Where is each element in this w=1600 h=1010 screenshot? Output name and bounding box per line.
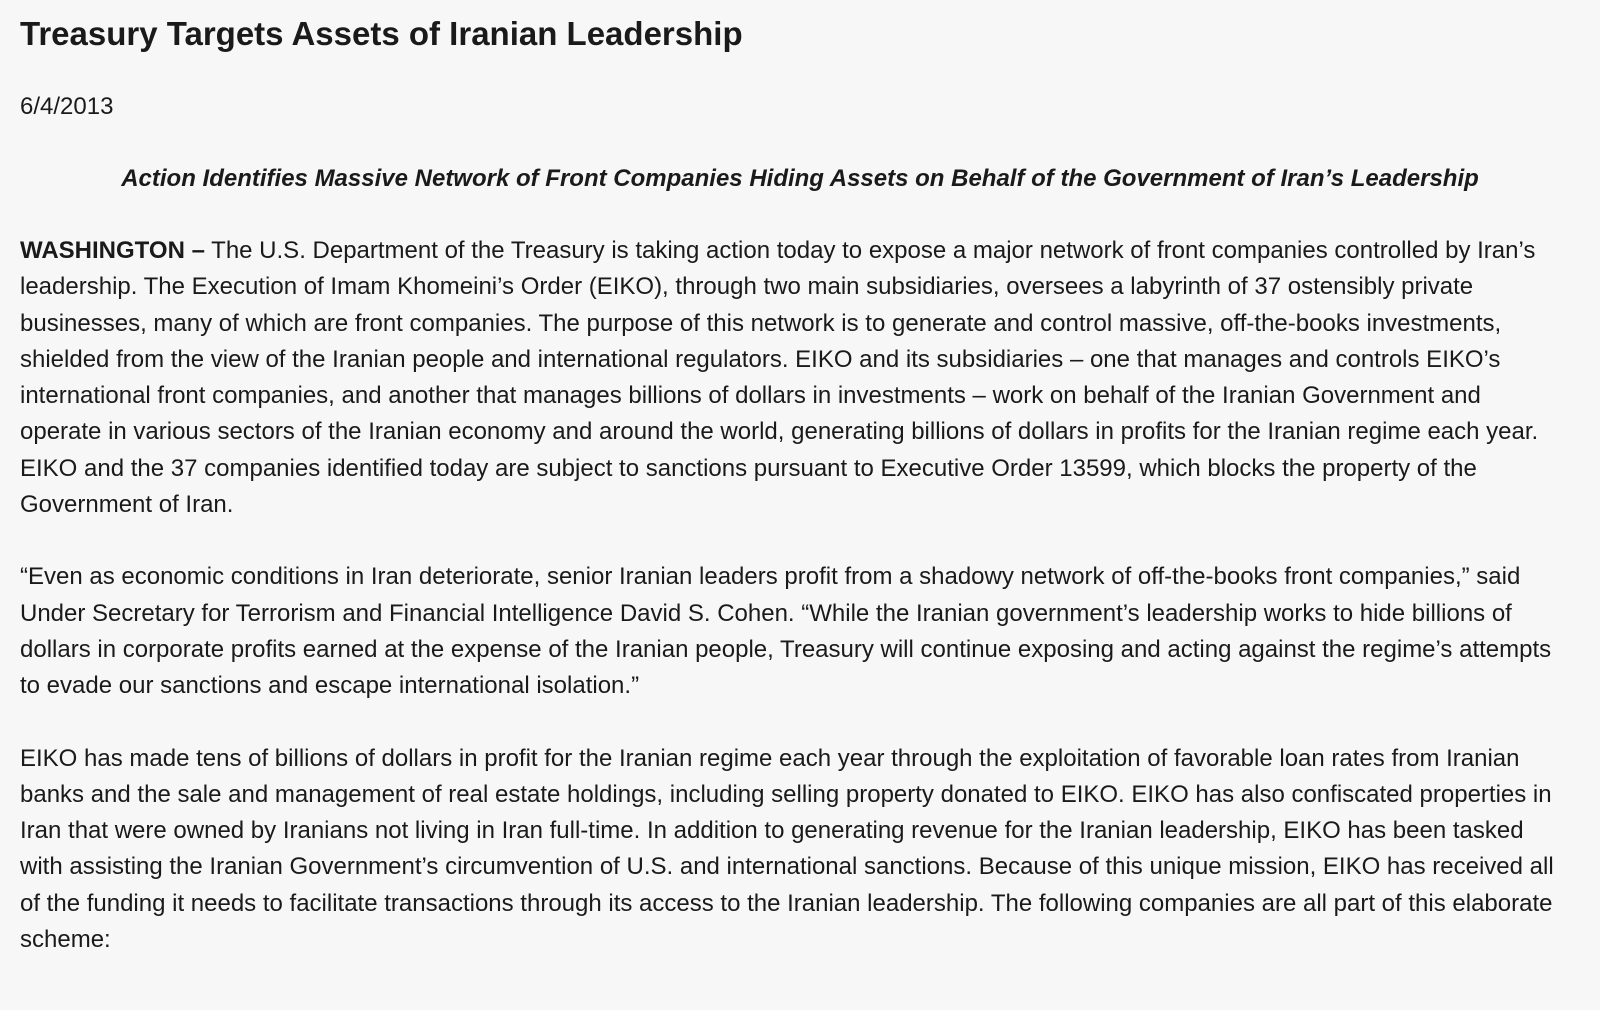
subheadline: Action Identifies Massive Network of Front Companies Hiding Assets on Behalf of the Government of Iran’s Leadership [121,165,1479,192]
paragraph-1-text: The U.S. Department of the Treasury is taking action today to expose a major network of front companies controlled by Iran’s leadership. The Execution of Imam Khomeini’s Order (EIKO), through two main subsidiaries, oversees a labyrinth of 37 ostensibly private businesses, many of which are front companies. The purpose of this network is to generate and control massive, off-the-books investments, shielded from the view of the Iranian people and international regulators. EIKO and its subsidiaries – one that manages and controls EIKO’s international front companies, and another that manages billions of dollars in investments – work on behalf of the Iranian Government and operate in various sectors of the Iranian economy and around the world, generating billions of dollars in profits for the Iranian regime each year. EIKO and the 37 companies identified today are subject to sanctions pursuant to Executive Order 13599, which blocks the property of the Government of Iran. [20,237,1539,519]
page-title: Treasury Targets Assets of Iranian Leadership [20,15,743,52]
body-paragraph-1 [20,233,1560,523]
publication-date: 6/4/2013 [20,93,114,120]
dateline: WASHINGTON – [20,237,205,264]
body-paragraph-3: EIKO has made tens of billions of dollars in profit for the Iranian regime each year through the exploitation of favorable loan rates from Iranian banks and the sale and management of real estate holdings, including selling property donated to EIKO. EIKO has also confiscated properties in Iran that were owned by Iranians not living in Iran full-time. In addition to generating revenue for the Iranian leadership, EIKO has been tasked with assisting the Iranian Government’s circumvention of U.S. and international sanctions. Because of this unique mission, EIKO has received all of the funding it needs to facilitate transactions through its access to the Iranian leadership. The following companies are all part of this elaborate scheme: [20,744,1554,954]
body-paragraph-2: “Even as economic conditions in Iran deteriorate, senior Iranian leaders profit from a shadowy network of off-the-books front companies,” said Under Secretary for Terrorism and Financial Intelligence David S. Cohen. “While the Iranian government’s leadership works to hide billions of dollars in corporate profits earned at the expense of the Iranian people, Treasury will continue exposing and acting against the regime’s attempts to evade our sanctions and escape international isolation.” [20,563,1552,700]
